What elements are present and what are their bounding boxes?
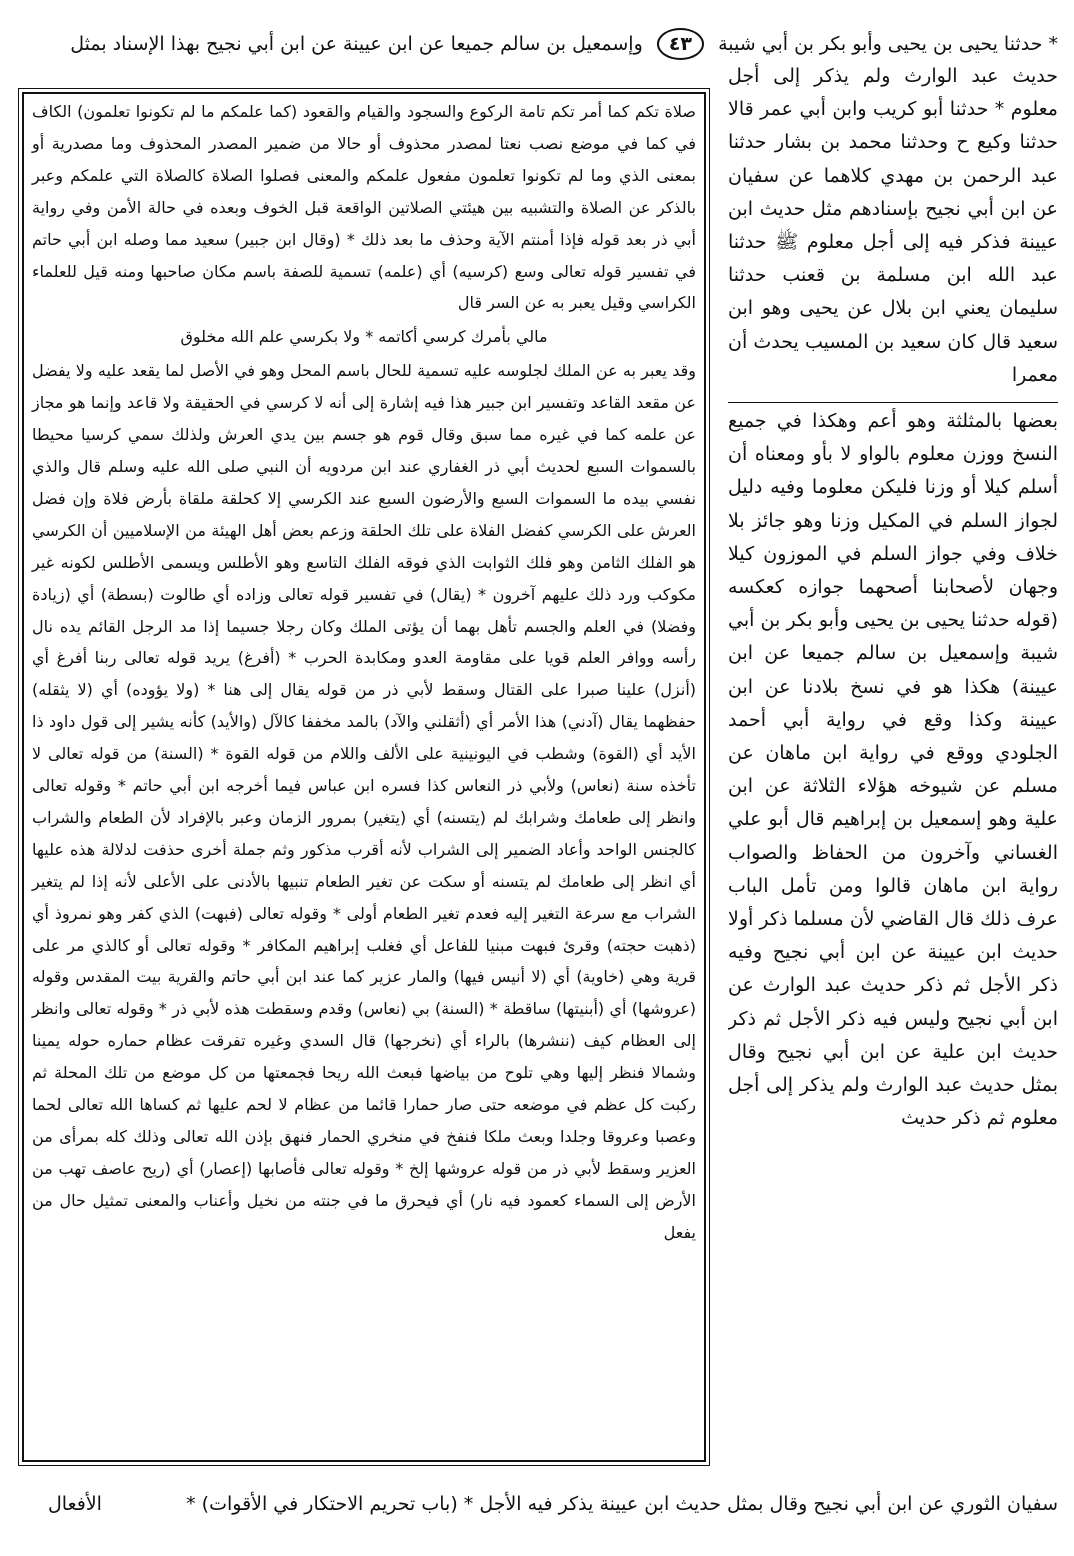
hadith-main-text-column bbox=[728, 60, 1058, 1470]
header-text-left: وإسمعيل بن سالم جميعا عن ابن عيينة عن ابن أبي نجيح بهذا الإسناد بمثل bbox=[70, 33, 643, 55]
marginal-commentary-box bbox=[22, 92, 706, 1462]
page-number: ٤٣ bbox=[657, 28, 704, 60]
header-text-right: * حدثنا يحيى بن يحيى وأبو بكر بن أبي شيبة bbox=[718, 33, 1058, 55]
commentary-paragraph-2: وقد يعبر به عن الملك لجلوسه عليه تسمية للحال باسم المحل وهو في الأصل لما يقعد عليه ولا يفضل عن مقعد القاعد وتفسير ابن جبير هذا فيه إشارة إلى أنه لا كرسي في الحقيقة ولا قاعد وإنما هو مجاز عن علمه كما في غيره مما سبق وقال قوم هو جسم بين يدي العرش ولذلك سمي كرسيا محيطا بالسموات السبع لحديث أبي ذر الغفاري عند ابن مردويه أن النبي صلى الله عليه وسلم قال والذي نفسي بيده ما السموات السبع والأرضون السبع عند الكرسي إلا كحلقة ملقاة بأرض فلاة وإن فضل العرش على الكرسي كفضل الفلاة على تلك الحلقة وزعم بعض أهل الهيئة من الإسلاميين أن الكرسي هو الفلك الثامن وهو فلك الثوابت الذي فوقه الفلك التاسع وهو الأطلس ويسمى الأطلس لكونه غير مكوكب ورد ذلك عليهم آخرون * (يقال) في تفسير قوله تعالى وزاده أي طالوت (بسطة) أي (زيادة وفضلا) في العلم والجسم تأهل بهما أن يؤتى الملك وكان رجلا جسيما إذا مد الرجل القائم يده نال رأسه ووافر العلم قويا على مقاومة العدو ومكابدة الحرب * (أفرغ) يريد قوله تعالى ربنا أفرغ أي (أنزل) علينا صبرا على القتال وسقط لأبي ذر من قوله يقال إلى هنا * (ولا يؤوده) أي (لا يثقله) حفظهما يقال (آدني) هذا الأمر أي (أثقلني والآد) بالمد مخففا كالآل (والأيد) كأنه يشير إلى قول داود ذا الأيد أي (القوة) وشطب في اليونينية على الألف واللام من قوله القوة * (السنة) من قوله تعالى لا تأخذه سنة (نعاس) ولأبي ذر النعاس كذا فسره ابن عباس فيما أخرجه ابن أبي حاتم * وقوله تعالى وانظر إلى طعامك وشرابك لم (يتسنه) أي (يتغير) بمرور الزمان وعبر بالإفراد لأن الطعام والشراب كالجنس الواحد وأعاد الضمير إلى الشراب لأنه أقرب مذكور وثم جملة أخرى حذفت لدلالة هذه عليها أي انظر إلى طعامك لم يتسنه أو سكت عن تغير الطعام تنبيها بالأدنى على الأعلى لأنه إذا لم يتغير الشراب مع سرعة التغير إليه فعدم تغير الطعام أولى * وقوله تعالى (فبهت) الذي كفر وهو نمروذ أي (ذهبت حجته) وقرئ فبهت مبنيا للفاعل أي فغلب إبراهيم المكافر * وقوله تعالى أو كالذي مر على قرية وهي (خاوية) أي (لا أنيس فيها) والمار عزير كما عند ابن أبي حاتم والقرية بيت المقدس وقوله (عروشها) أي (أبنيتها) ساقطة * (السنة) بي (نعاس) وقدم وسقطت هذه لأبي ذر * وقوله تعالى وانظر إلى العظام كيف (ننشرها) بالراء أي (نخرجها) قال السدي وغيره تفرقت عظام حماره حوله يمينا وشمالا فنظر إليها وهي تلوح من بياضها فبعث الله ريحا فجمعتها من كل موضع من تلك المحلة ثم ركبت كل عظم في موضعه حتى صار حمارا قائما من عظام لا لحم عليها ثم كساها الله تعالى لحما وعصبا وعروقا وجلدا وبعث ملكا فنفخ في منخري الحمار فنهق بإذن الله تعالى وذلك كله بمرأى من العزير وسقط لأبي ذر من قوله عروشها إلخ * وقوله تعالى فأصابها (إعصار) أي (ريح عاصف تهب من الأرض إلى السماء كعمود فيه نار) أي فيحرق ما في جنته من نخيل وأعناب والمعنى تمثيل حال من يفعل bbox=[32, 361, 696, 1242]
hadith-commentary-lower: بعضها بالمثلثة وهو أعم وهكذا في جميع النسخ ووزن معلوم بالواو لا بأو ومعناه أن أسلم كيلا أو وزنا فليكن معلوما وفيه دليل لجواز السلم في المكيل وزنا وهو جائز بلا خلاف وفي جواز السلم في الموزون كيلا وجهان لأصحابنا أصحهما جوازه كعكسه (قوله حدثنا يحيى بن يحيى وأبو بكر بن أبي شيبة وإسمعيل بن سالم جميعا عن ابن عيينة) هكذا هو في نسخ بلادنا عن ابن عيينة وكذا وقع في رواية أبي أحمد الجلودي ووقع في رواية ابن ماهان عن مسلم عن شيوخه هؤلاء الثلاثة عن ابن علية وهو إسمعيل بن إبراهيم قال أبو علي الغساني وآخرون من الحفاظ والصواب رواية ابن ماهان قالوا ومن تأمل الباب عرف ذلك قال القاضي لأن مسلما ذكر أولا حديث ابن عيينة عن ابن أبي نجيح وفيه ذكر الأجل ثم ذكر حديث عبد الوارث عن ابن أبي نجيح وليس فيه ذكر الأجل ثم ذكر حديث ابن علية عن ابن أبي نجيح وقال بمثل حديث عبد الوارث ولم يذكر إلى أجل معلوم ثم ذكر حديث bbox=[728, 402, 1058, 1135]
poem-verse: مالي بأمرك كرسي أكاتمه * ولا بكرسي علم الله مخلوق bbox=[180, 327, 548, 347]
catchword: الأفعال bbox=[48, 1493, 102, 1515]
footer-text: سفيان الثوري عن ابن أبي نجيح وقال بمثل حديث ابن عيينة يذكر فيه الأجل * (باب تحريم الاحتكار في الأقوات) * bbox=[186, 1493, 1058, 1515]
page-footer bbox=[18, 1484, 1058, 1524]
hadith-text-upper: حديث عبد الوارث ولم يذكر إلى أجل معلوم * حدثنا أبو كريب وابن أبي عمر قالا حدثنا وكيع ح وحدثنا محمد بن بشار حدثنا عبد الرحمن بن مهدي كلاهما عن سفيان عن ابن أبي نجيح بإسنادهم مثل حديث ابن عيينة فذكر فيه إلى أجل معلوم ﷺ حدثنا عبد الله ابن مسلمة بن قعنب حدثنا سليمان يعني ابن بلال عن يحيى وهو ابن سعيد قال كان سعيد بن المسيب يحدث أن معمرا bbox=[728, 65, 1058, 386]
commentary-paragraph-1: صلاة تكم كما أمر تكم تامة الركوع والسجود والقيام والقعود (كما علمكم ما لم تكونوا تعلمون) الكاف في كما في موضع نصب نعتا لمصدر محذوف أو حالا من ضمير المصدر المحذوف وما مصدرية أو بمعنى الذي وما لم تكونوا تعلمون مفعول علمكم والمعنى فصلوا الصلاة كالصلاة التي علمكم وعبر بالذكر عن الصلاة والتشبيه بين هيئتي الصلاتين الواقعة قبل الخوف وبعده في حالة الأمن وفي رواية أبي ذر بعد قوله فإذا أمنتم الآية وحذف ما بعد ذلك * (وقال ابن جبير) سعيد مما وصله ابن أبي حاتم في تفسير قوله تعالى وسع (كرسيه) أي (علمه) تسمية للصفة باسم مكان صاحبها ومنه قيل للعلماء الكراسي وقيل يعبر به عن السر قال bbox=[32, 102, 696, 313]
